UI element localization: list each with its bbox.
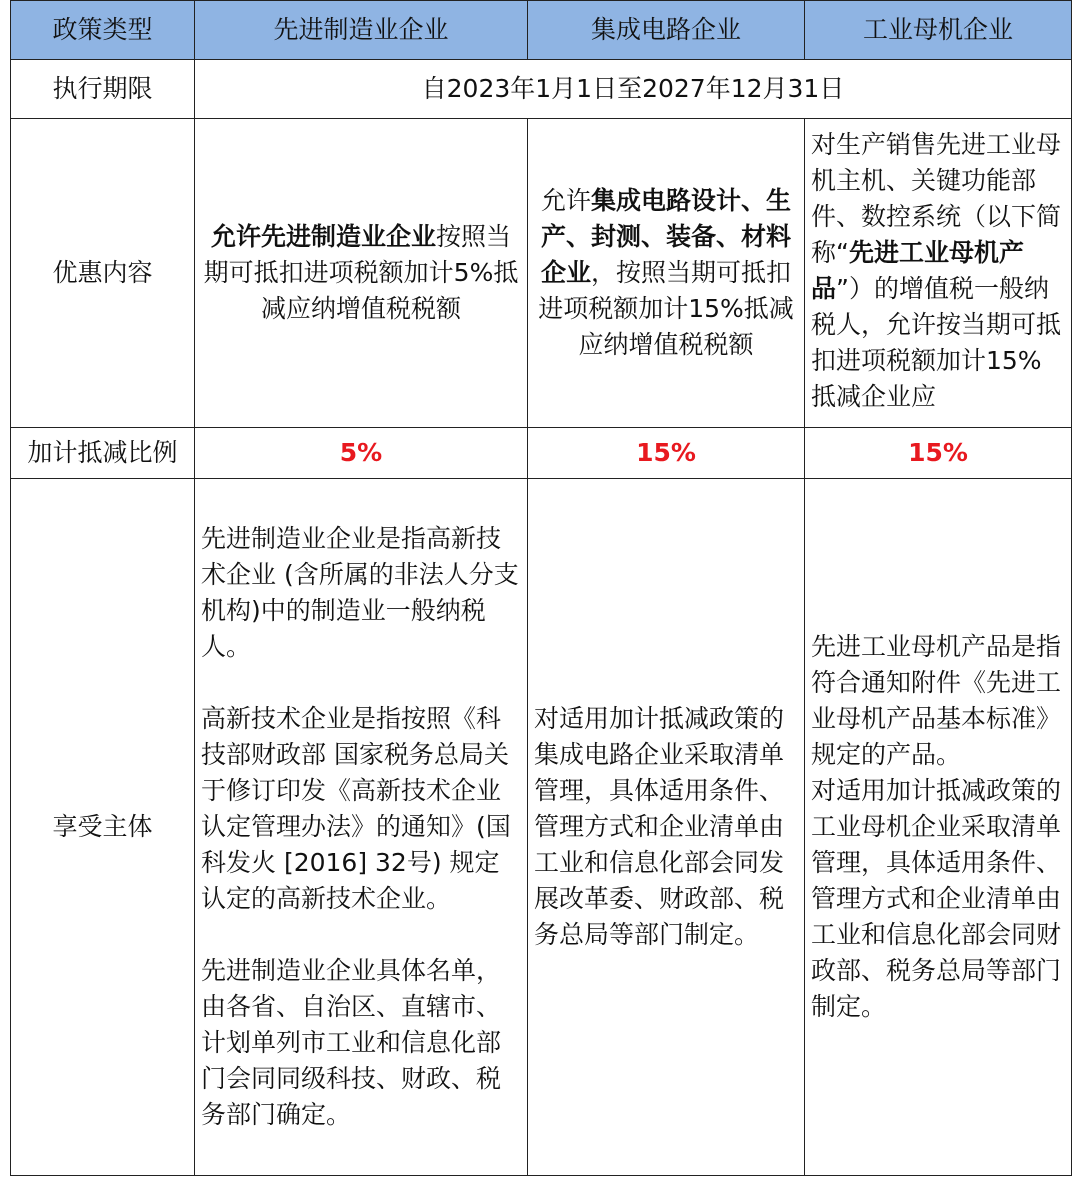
subject-c1-paragraph-2: 高新技术企业是指按照《科技部财政部 国家税务总局关于修订印发《高新技术企业认定管理办法》的通知》(国科发火 [2016] 32号) 规定认定的高新技术企业。 xyxy=(201,704,511,913)
benefit-c3-pre: 对生产销售先进工业母机主机、关键功能部件、数控系统（以下简称“ xyxy=(811,130,1062,267)
benefit-c3-post: ”）的增值税一般纳税人，允许按当期可抵扣进项税额加计15%抵减企业应 xyxy=(811,274,1062,411)
subject-c1-paragraph-3: 先进制造业企业具体名单，由各省、自治区、直辖市、计划单列市工业和信息化部门会同同级科技、财政、税务部门确定。 xyxy=(201,956,502,1129)
header-integrated-circuit: 集成电路企业 xyxy=(528,1,805,60)
subject-c3-paragraph-1: 先进工业母机产品是指符合通知附件《先进工业母机产品基本标准》规定的产品。 xyxy=(811,632,1062,769)
benefit-c2-pre: 允许 xyxy=(540,186,591,215)
subject-integrated-circuit xyxy=(528,479,805,1176)
subject-advanced-manufacturing xyxy=(195,479,528,1176)
policy-table xyxy=(10,0,1072,1176)
benefit-c2-bold: 集成电路设计、生产、封测、装备、材料企业 xyxy=(540,186,792,287)
benefit-c2-post: ，按照当期可抵扣进项税额加计15%抵减应纳增值税税额 xyxy=(538,258,794,359)
benefit-c1-bold: 允许先进制造业企业 xyxy=(210,222,436,251)
paragraph-gap xyxy=(201,665,521,701)
period-row xyxy=(11,60,1072,119)
subject-c2-paragraph: 对适用加计抵减政策的集成电路企业采取清单管理，具体适用条件、管理方式和企业清单由工业和信息化部会同发展改革委、财政部、税务总局等部门制定。 xyxy=(534,704,785,949)
ratio-integrated-circuit: 15% xyxy=(528,428,805,479)
benefit-integrated-circuit xyxy=(528,119,805,428)
header-policy-type: 政策类型 xyxy=(11,1,195,60)
header-machine-tool: 工业母机企业 xyxy=(805,1,1072,60)
paragraph-gap xyxy=(201,917,521,953)
ratio-row xyxy=(11,428,1072,479)
period-value: 自2023年1月1日至2027年12月31日 xyxy=(195,60,1072,119)
benefit-row xyxy=(11,119,1072,428)
benefit-c3-bold: 先进工业母机产品 xyxy=(811,238,1024,303)
subject-machine-tool xyxy=(805,479,1072,1176)
header-advanced-manufacturing: 先进制造业企业 xyxy=(195,1,528,60)
policy-table-wrapper xyxy=(10,0,1072,1176)
benefit-c1-post: 按照当期可抵扣进项税额加计5%抵减应纳增值税税额 xyxy=(203,222,519,323)
ratio-label: 加计抵减比例 xyxy=(11,428,195,479)
ratio-advanced-manufacturing: 5% xyxy=(195,428,528,479)
benefit-label: 优惠内容 xyxy=(11,119,195,428)
subject-c3-paragraph-2: 对适用加计抵减政策的工业母机企业采取清单管理，具体适用条件、管理方式和企业清单由工业和信息化部会同财政部、税务总局等部门制定。 xyxy=(811,776,1062,1021)
subject-c1-paragraph-1: 先进制造业企业是指高新技术企业 (含所属的非法人分支机构)中的制造业一般纳税人。 xyxy=(201,524,519,661)
period-label: 执行期限 xyxy=(11,60,195,119)
benefit-c3-text xyxy=(811,127,1065,417)
benefit-advanced-manufacturing xyxy=(195,119,528,428)
subject-label: 享受主体 xyxy=(11,479,195,1176)
ratio-machine-tool: 15% xyxy=(805,428,1072,479)
benefit-machine-tool xyxy=(805,119,1072,428)
header-row xyxy=(11,1,1072,60)
subject-row xyxy=(11,479,1072,1176)
